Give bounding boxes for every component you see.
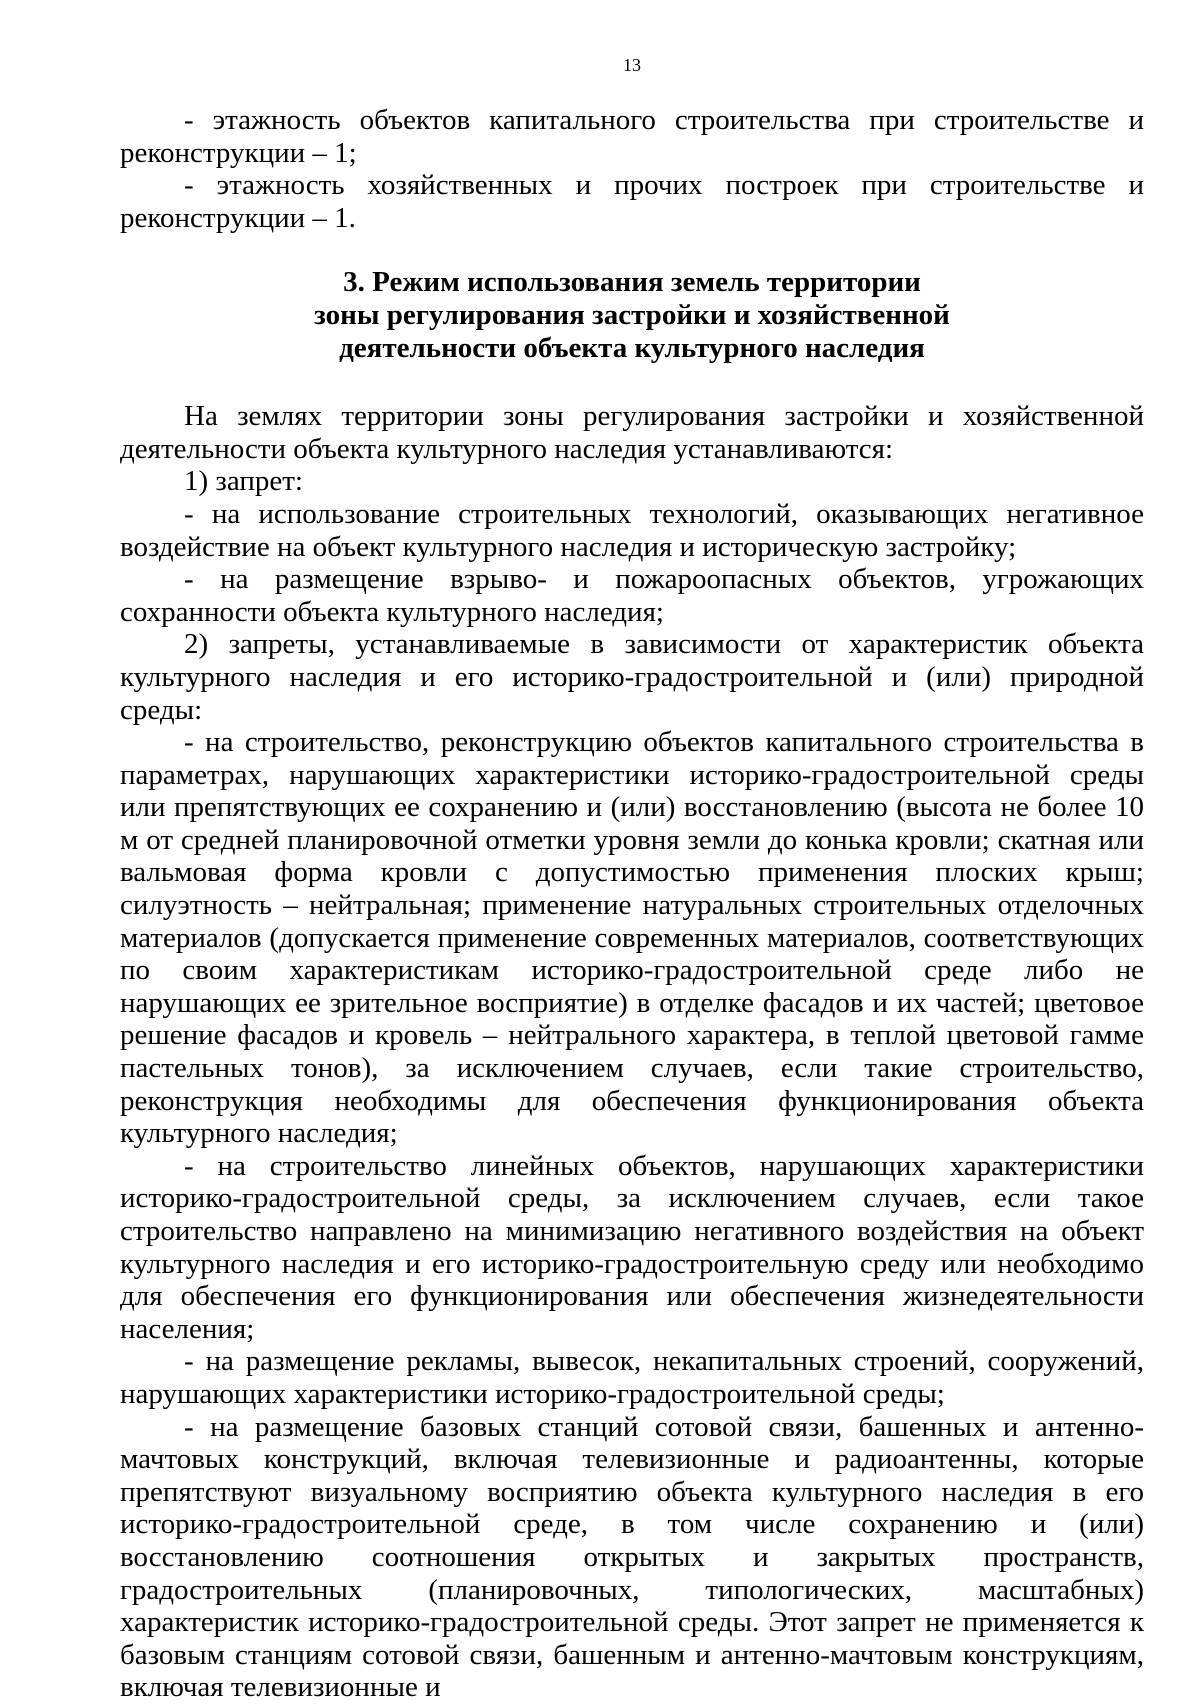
prohibition-item: - на размещение базовых станций сотовой связи, башенных и антенно-мачтовых конструкций, включая телевизионные и радиоантенны, которые препятствуют визуальному восприятию объекта культурного наследия в его историко-градостроительной среде, в том числе сохранению и (или) восстановлению соотношения открытых и закрытых пространств, градостроительных (планировочных, типологических, масштабных) характеристик историко-градостроительной среды. Этот запрет не применяется к базовым станциям сотовой связи, башенным и антенно-мачтовым конструкциям, включая телевизионные и	[120, 1410, 1144, 1704]
document-page	[120, 54, 1144, 1704]
section-heading	[120, 266, 1144, 364]
list-item-floors-capital: - этажность объектов капитального строительства при строительстве и реконструкции – 1;	[120, 104, 1144, 169]
prohibition-heading-2: 2) запреты, устанавливаемые в зависимости от характеристик объекта культурного наследия и его историко-градостроительной и (или) природной среды:	[120, 628, 1144, 726]
page-number: 13	[623, 55, 641, 75]
section-heading-line: зоны регулирования застройки и хозяйственной	[314, 298, 950, 331]
section-heading-line: 3. Режим использования земель территории	[343, 266, 921, 299]
list-item-floors-auxiliary: - этажность хозяйственных и прочих построек при строительстве и реконструкции – 1.	[120, 169, 1144, 234]
prohibition-item: - на размещение рекламы, вывесок, некапитальных строений, сооружений, нарушающих характеристики историко-градостроительной среды;	[120, 1345, 1144, 1410]
prohibition-item: - на строительство линейных объектов, нарушающих характеристики историко-градостроительной среды, за исключением случаев, если такое строительство направлено на минимизацию негативного воздействия на объект культурного наследия и его историко-градостроительную среду или необходимо для обеспечения его функционирования или обеспечения жизнедеятельности населения;	[120, 1149, 1144, 1345]
prohibition-item: - на размещение взрыво- и пожароопасных объектов, угрожающих сохранности объекта культурного наследия;	[120, 563, 1144, 628]
prohibition-item: - на строительство, реконструкцию объектов капитального строительства в параметрах, нарушающих характеристики историко-градостроительной среды или препятствующих ее сохранению и (или) восстановлению (высота не более 10 м от средней планировочной отметки уровня земли до конька кровли; скатная или вальмовая форма кровли с допустимостью применения плоских крыш; силуэтность – нейтральная; применение натуральных строительных отделочных материалов (допускается применение современных материалов, соответствующих по своим характеристикам историко-градостроительной среде либо не нарушающих ее зрительное восприятие) в отделке фасадов и их частей; цветовое решение фасадов и кровель – нейтрального характера, в теплой цветовой гамме пастельных тонов), за исключением случаев, если такие строительство, реконструкция необходимы для обеспечения функционирования объекта культурного наследия;	[120, 726, 1144, 1150]
prohibition-item: - на использование строительных технологий, оказывающих негативное воздействие на объект культурного наследия и историческую застройку;	[120, 497, 1144, 563]
section-heading-line: деятельности объекта культурного наследия	[339, 331, 925, 364]
intro-paragraph: На землях территории зоны регулирования застройки и хозяйственной деятельности объекта культурного наследия устанавливаются:	[120, 400, 1144, 465]
prohibition-heading-1: 1) запрет:	[184, 465, 303, 498]
